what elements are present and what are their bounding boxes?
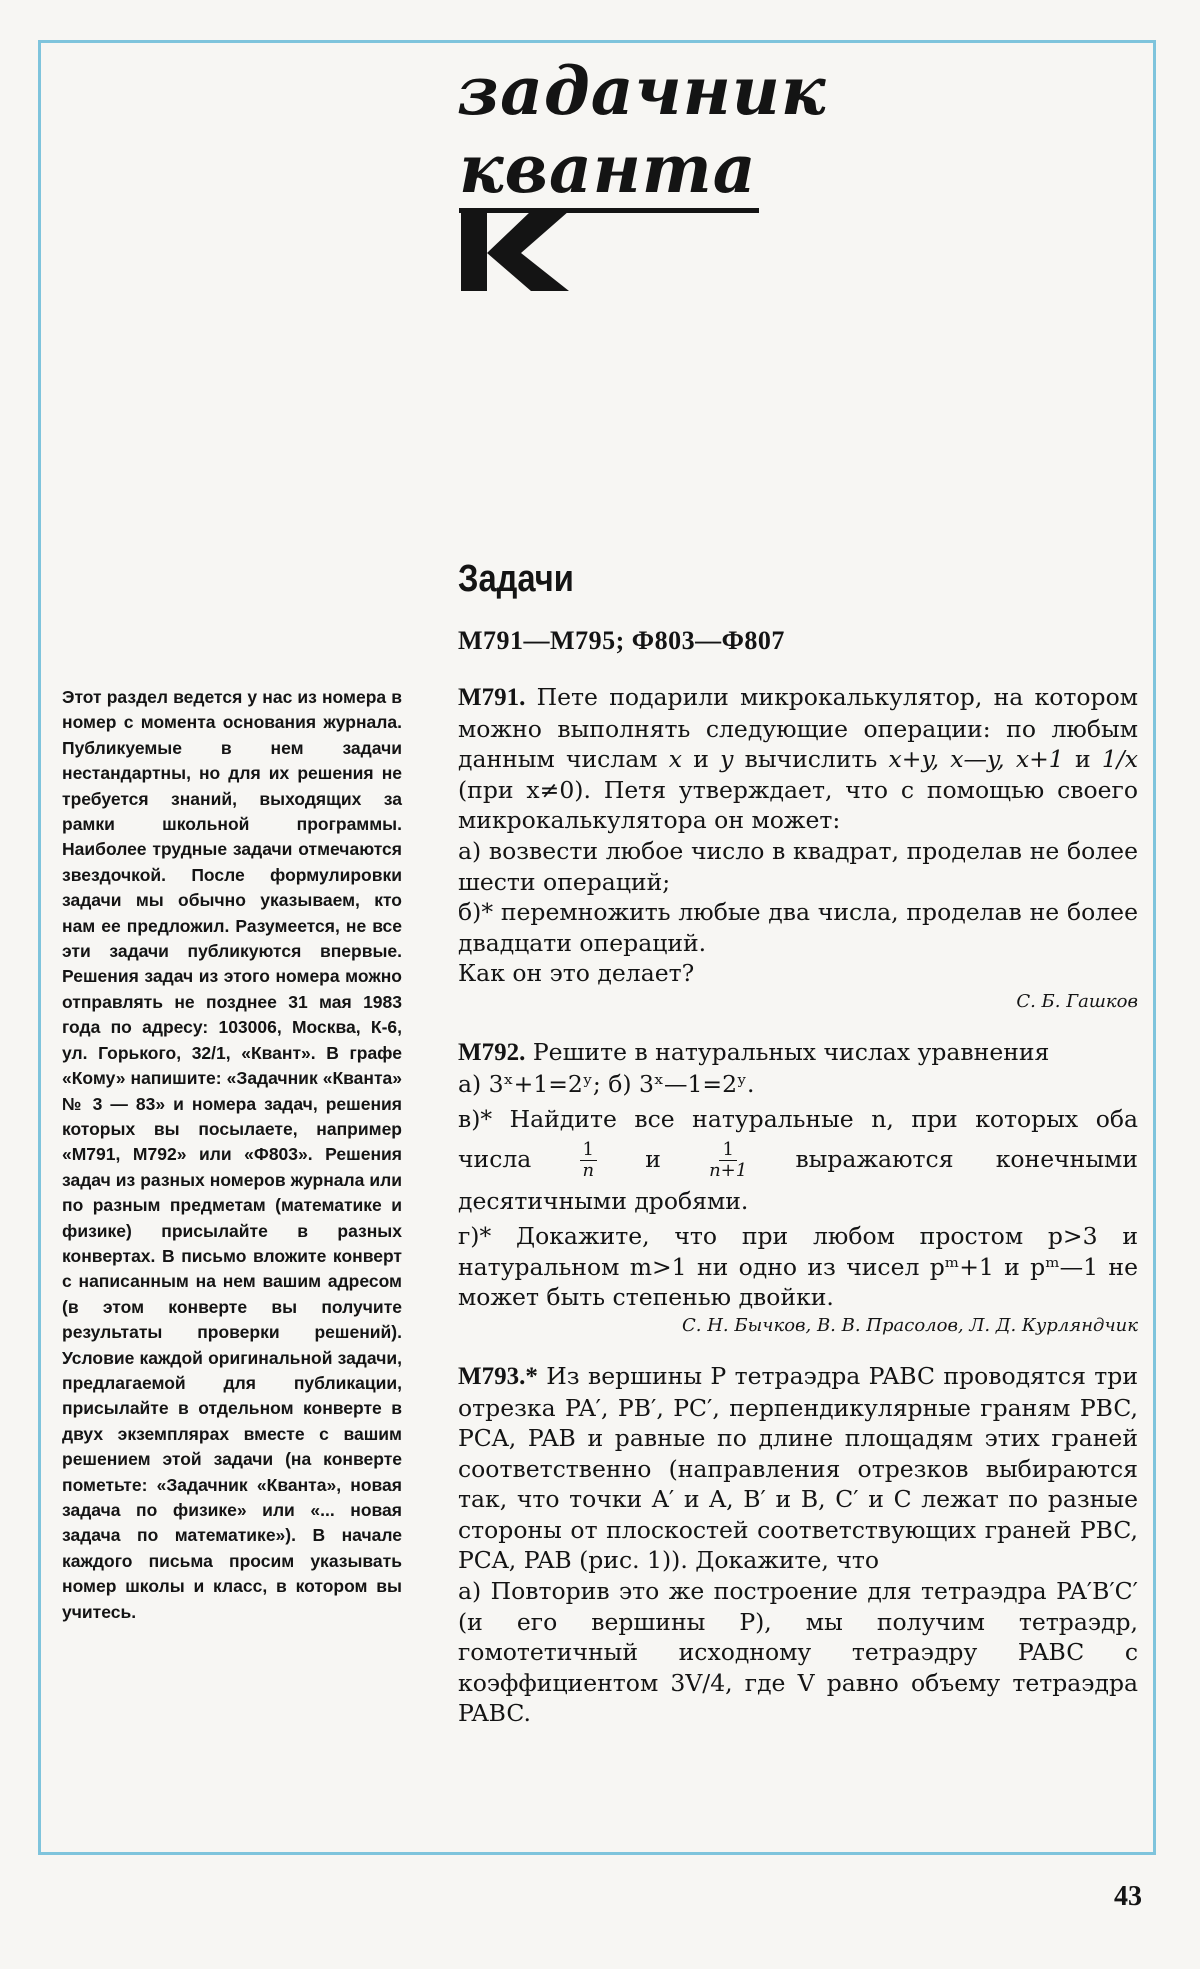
problems-column (458, 682, 1138, 1751)
math-var: y (720, 745, 734, 774)
m793-part-a: а) Повторив это же построение для тетраэдра PA′B′C′ (и его вершины P), мы получим тетраэдр, гомотетичный исходному тетраэдру PABC с коэффициентом 3V/4, где V равно объему тетраэдра PABC. (458, 1577, 1138, 1728)
math-op-inverse: 1/x (1101, 745, 1138, 774)
m791-text-b: вычислить (744, 745, 878, 774)
m793-text: Из вершины P тетраэдра PABC проводятся три отрезка PA′, PB′, PC′, перпендикулярные граням PBC, PCA, PAB и равные по длине площадям этих граней соответственно (направления отрезков выбираются так, что точки A′ и A, B′ и B, C′ и C лежат по разные стороны от плоскостей соответствующих граней PBC, PCA, PAB (рис. 1)). Докажите, что (458, 1361, 1138, 1575)
math-var: x (668, 745, 683, 774)
problem-m792 (458, 1037, 1138, 1339)
magazine-logo (455, 52, 855, 248)
m791-and: и (693, 745, 709, 774)
fraction-1-over-n (580, 1140, 597, 1181)
m791-text-c: Петя утверждает, что с помощью своего микрокалькулятора он может: (458, 775, 1138, 835)
m792-v-rest: выражаются конечными десятичными дробями. (458, 1145, 1138, 1216)
m791-part-b: б)* перемножить любые два числа, проделав не более двадцати операций. (458, 898, 1138, 957)
m792-text: Решите в натуральных числах уравнения (532, 1037, 1050, 1066)
m792-equations (458, 1069, 1138, 1100)
sidebar-info-text: Этот раздел ведется у нас из номера в номер с момента основания журнала. Публикуемые в нем задачи нестандартны, но для их решения не требуется знаний, выходящих за рамки школьной программы. Наиболее трудные задачи отмечаются звездочкой. После формулировки задачи мы обычно указываем, кто нам ее предложил. Разумеется, не все эти задачи публикуются впервые. Решения задач из этого номера можно отправлять не позднее 31 мая 1983 года по адресу: 103006, Москва, К-6, ул. Горького, 32/1, «Квант». В графе «Кому» напишите: «Задачник «Кванта» № 3 — 83» и номера задач, решения которых вы посылаете, например «М791, М792» или «Ф803». Решения задач из разных номеров журнала или по разным предметам (математике и физике) присылайте в разных конвертах. В письмо вложите конверт с написанным на нем вашим адресом (в этом конверте вы получите результаты проверки решений). Условие каждой оригинальной задачи, предлагаемой для публикации, присылайте в отдельном конверте в двух экземплярах вместе с вашим решением этой задачи (на конверте пометьте: «Задачник «Кванта», новая задача по физике» или «... новая задача по математике»). В начале каждого письма просим указывать номер школы и класс, в котором вы учитесь. (62, 687, 402, 1622)
problem-id: М791. (458, 684, 526, 711)
m792-intro (458, 1037, 1138, 1069)
page-number: 43 (1114, 1881, 1142, 1912)
m792-eq-a: 3ˣ+1=2ʸ; (488, 1069, 601, 1098)
logo-word-zadachnik: задачник (457, 52, 827, 130)
math-ops: x+y, x—y, x+1 (888, 745, 1064, 774)
problem-author: С. Б. Гашков (1016, 990, 1138, 1012)
problem-range: М791—М795; Ф803—Ф807 (458, 626, 785, 655)
m791-and2: и (1074, 745, 1091, 774)
m792-v-intro: в)* Найдите все натуральные n, при которых оба числа (458, 1105, 1138, 1174)
problem-m791 (458, 682, 1138, 1015)
problem-author: С. Н. Бычков, В. В. Прасолов, Л. Д. Курляндчик (682, 1314, 1138, 1336)
m792-label-b: б) (608, 1069, 632, 1098)
m791-intro (458, 682, 1138, 836)
m793-intro (458, 1361, 1138, 1576)
fraction-1-over-n-plus-1 (709, 1140, 747, 1181)
m791-question: Как он это делает? (458, 959, 695, 988)
m792-part-v (458, 1099, 1138, 1221)
frac-den: n+1 (709, 1160, 748, 1182)
frac-num: 1 (719, 1140, 736, 1161)
m791-text-a: Пете подарили микрокалькулятор, на котором можно выполнять следующие операции: по любым данным числам (458, 683, 1138, 774)
m791-part-a: а) возвести любое число в квадрат, проделав не более шести операций; (458, 836, 1138, 896)
m791-condition: (при x≠0). (458, 775, 591, 804)
m792-part-g: г)* Докажите, что при любом простом p>3 и натуральном m>1 ни одно из чисел pᵐ+1 и pᵐ—1 не может быть степенью двойки. (458, 1222, 1138, 1312)
frac-num: 1 (580, 1140, 597, 1161)
m792-eq-b: 3ˣ—1=2ʸ. (639, 1069, 755, 1098)
m792-and: и (645, 1145, 661, 1174)
problem-m793 (458, 1361, 1138, 1729)
logo-underline (459, 208, 759, 213)
problem-id: М793.* (458, 1362, 538, 1390)
section-title: Задачи (458, 558, 574, 600)
frac-den: n (582, 1160, 595, 1182)
logo-word-kvanta: кванта (459, 130, 757, 208)
m792-label-a: а) (458, 1069, 482, 1098)
problem-id: М792. (458, 1038, 526, 1066)
